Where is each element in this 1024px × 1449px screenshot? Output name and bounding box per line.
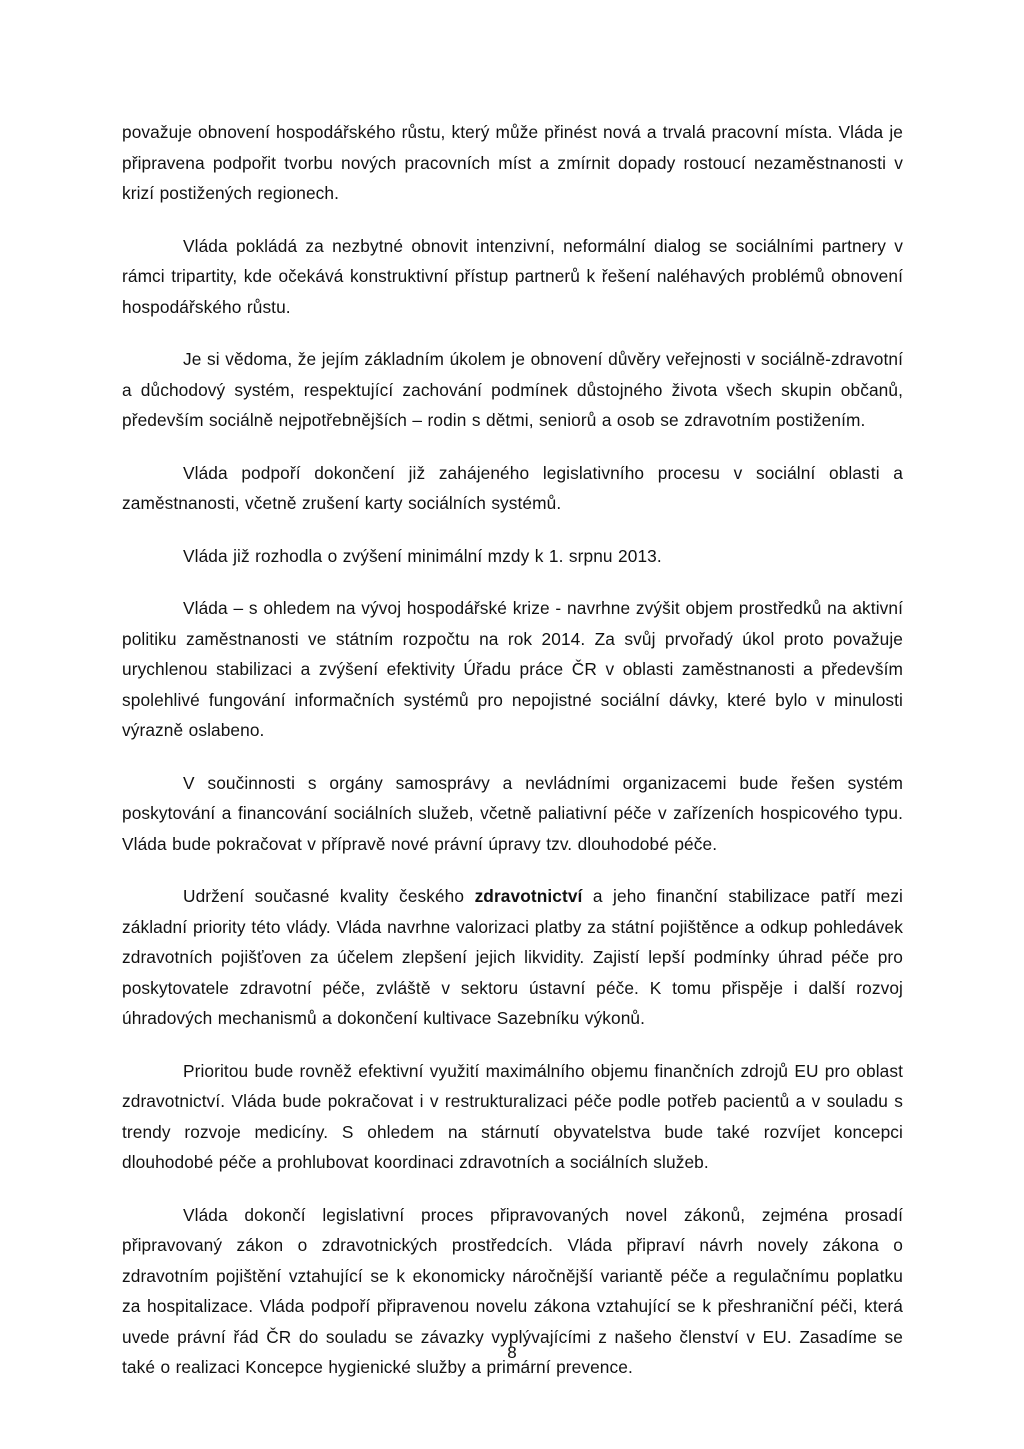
healthcare-text-after: a jeho finanční stabilizace patří mezi základní priority této vlády. Vláda navrhne valorizaci platby za státní pojištěnce a odkup pohledávek zdravotních pojišťoven za účelem zlepšení jejich likvidity. Zajistí lepší podmínky úhrad péče pro poskytovatele zdravotní péče, zvláště v sektoru ústavní péče. K tomu přispěje i další rozvoj úhradových mechanismů a dokončení kultivace Sazebníku výkonů.	[122, 886, 903, 1028]
paragraph-eu-funds: Prioritou bude rovněž efektivní využití maximálního objemu finančních zdrojů EU pro oblast zdravotnictví. Vláda bude pokračovat i v restrukturalizaci péče podle potřeb pacientů a v souladu s trendy rozvoje medicíny. S ohledem na stárnutí obyvatelstva bude také rozvíjet koncepci dlouhodobé péče a prohlubovat koordinaci zdravotních a sociálních služeb.	[122, 1060, 903, 1172]
paragraph-health-legislation: Vláda dokončí legislativní proces připravovaných novel zákonů, zejména prosadí připravovaný zákon o zdravotnických prostředcích. Vláda připraví návrh novely zákona o zdravotním pojištění vztahující se k ekonomicky náročnější variantě péče a regulačnímu poplatku za hospitalizace. Vláda podpoří připravenou novelu zákona vztahující se k přeshraniční péči, která uvede právní řád ČR do souladu se závazky vyplývajícími z našeho členství v EU. Zasadíme se také o realizaci Koncepce hygienické služby a primární prevence.	[122, 1204, 903, 1377]
paragraph-minimum-wage: Vláda již rozhodla o zvýšení minimální mzdy k 1. srpnu 2013.	[183, 545, 662, 566]
healthcare-text-before: Udržení současné kvality českého	[183, 886, 475, 906]
paragraph-legislative-process: Vláda podpoří dokončení již zahájeného legislativního procesu v sociální oblasti a zaměstnanosti, včetně zrušení karty sociálních systémů.	[122, 462, 903, 513]
paragraph-social-services: V součinnosti s orgány samosprávy a nevládními organizacemi bude řešen systém poskytování a financování sociálních služeb, včetně paliativní péče v zařízeních hospicového typu. Vláda bude pokračovat v přípravě nové právní úpravy tzv. dlouhodobé péče.	[122, 772, 903, 854]
document-page	[122, 117, 903, 1383]
paragraph-healthcare	[122, 881, 903, 1034]
healthcare-bold-term: zdravotnictví	[474, 886, 583, 906]
paragraph-economic-growth: považuje obnovení hospodářského růstu, který může přinést nová a trvalá pracovní místa. Vláda je připravena podpořit tvorbu nových pracovních míst a zmírnit dopady rostoucí nezaměstnanosti v krizí postižených regionech.	[122, 122, 903, 203]
page-number: 8	[507, 1343, 517, 1362]
paragraph-social-dialogue: Vláda pokládá za nezbytné obnovit intenzivní, neformální dialog se sociálními partnery v rámci tripartity, kde očekává konstruktivní přístup partnerů k řešení naléhavých problémů obnovení hospodářského růstu.	[122, 235, 903, 317]
paragraph-public-trust: Je si vědoma, že jejím základním úkolem je obnovení důvěry veřejnosti v sociálně-zdravotní a důchodový systém, respektující zachování podmínek důstojného života všech skupin občanů, především sociálně nejpotřebnějších – rodin s dětmi, seniorů a osob se zdravotním postižením.	[122, 349, 903, 430]
paragraph-employment-policy: Vláda – s ohledem na vývoj hospodářské krize - navrhne zvýšit objem prostředků na aktivní politiku zaměstnanosti ve státním rozpočtu na rok 2014. Za svůj prvořadý úkol proto považuje urychlenou stabilizaci a zvýšení efektivity Úřadu práce ČR v oblasti zaměstnanosti a především spolehlivé fungování informačních systémů pro nepojistné sociální dávky, které bylo v minulosti výrazně oslabeno.	[122, 598, 903, 740]
